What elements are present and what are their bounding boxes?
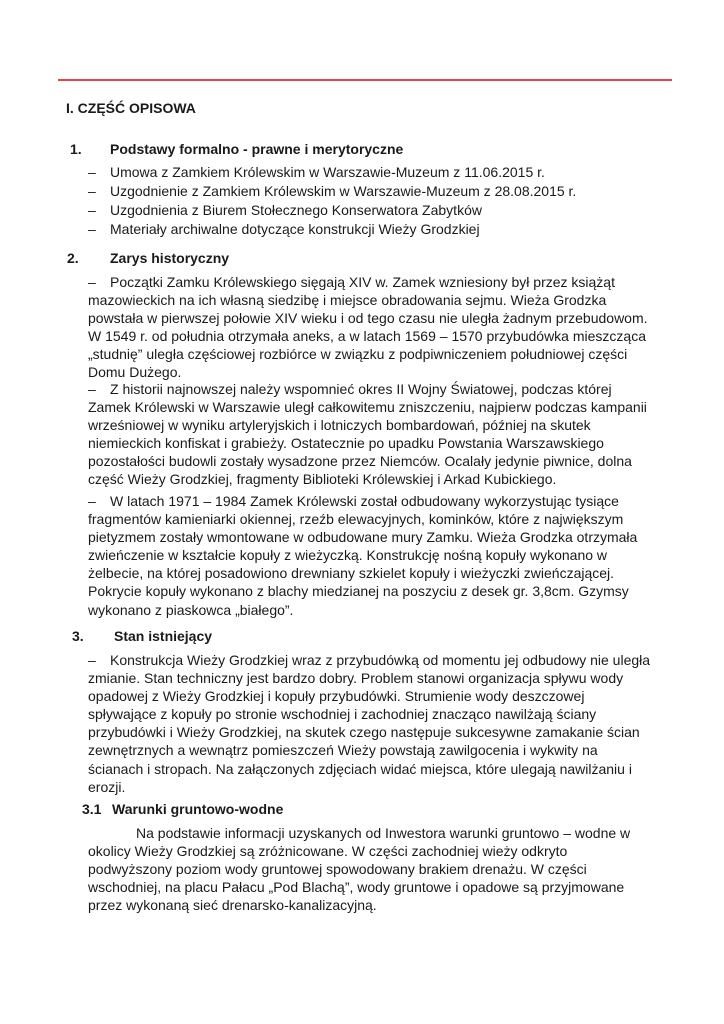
formal-basis-list [88,163,648,239]
page-heading: I. CZĘŚĆ OPISOWA [66,100,196,116]
history-paragraph-3: – W latach 1971 – 1984 Zamek Królewski został odbudowany wykorzystując tysiące fragmentów kamieniarki okiennej, rzeźb elewacyjnych, kominków, które z największym pietyzmem zostały wmontowane w odbudowane mury Zamku. Wieża Grodzka otrzymała zwieńczenie w kształcie kopuły z wieżyczką. Konstrukcję nośną kopuły wykonano w żelbecie, na której posadowiono drewniany szkielet kopuły i wieżyczki zwieńczającej. Pokrycie kopuły wykonano z blachy miedzianej na poszyciu z desek gr. 3,8cm. Gzymsy wykonano z piaskowca „białego”. [88,493,638,618]
section-title: Podstawy formalno - prawne i merytoryczne [110,141,404,157]
dash-bullet: – [88,493,96,509]
section-number: 1. [70,141,82,157]
section-3-1-heading [82,801,642,819]
section-number: 2. [67,250,79,266]
history-paragraph-2: – Z historii najnowszej należy wspomnieć okres II Wojny Światowej, podczas której Zamek Królewski w Warszawie uległ całkowitemu zniszczeniu, najpierw podczas kampanii wrześniowej w wyniku artyleryjskich i lotniczych bombardowań, później na skutek niemieckich konfiskat i grabieży. Ostatecznie po upadku Powstania Warszawskiego pozostałości budowli zostały wysadzone przez Niemców. Ocalały jedynie piwnice, dolna część Wieży Grodzkiej, fragmenty Biblioteki Królewskiej i Arkad Kubickiego. [88,381,647,488]
list-item: – Uzgodnienia z Biurem Stołecznego Konserwatora Zabytków [88,202,482,218]
dash-bullet: – [88,164,96,180]
header-rule [58,79,672,81]
dash-bullet: – [88,202,96,218]
section-number: 3. [72,628,84,644]
list-item: – Materiały archiwalne dotyczące konstrukcji Wieży Grodzkiej [88,221,480,237]
section-2-heading [67,250,627,268]
section-title: Stan istniejący [114,628,213,644]
dash-bullet: – [88,274,96,290]
list-item: – Uzgodnienie z Zamkiem Królewskim w Warszawie-Muzeum z 28.08.2015 r. [88,183,577,199]
section-3-heading [72,628,632,646]
dash-bullet: – [88,652,96,668]
section-number: 3.1 [82,801,102,817]
section-title: Zarys historyczny [110,250,230,266]
history-paragraph-1: – Początki Zamku Królewskiego sięgają XIV w. Zamek wzniesiony był przez książąt mazowieckich na ich własną siedzibę i miejsce obradowania sejmu. Wieża Grodzka powstała w pierwszej połowie XIV wieku i od tego czasu nie uległa żadnym przebudowom. W 1549 r. od południa otrzymała aneks, a w latach 1569 – 1570 przybudówka mieszcząca „studnię” uległa częściowej rozbiórce w związku z podpiwniczeniem południowej części Domu Dużego. [88,274,648,381]
section-1-heading [70,141,630,159]
section-title: Warunki gruntowo-wodne [112,801,284,817]
dash-bullet: – [88,183,96,199]
current-state-paragraph: – Konstrukcja Wieży Grodzkiej wraz z przybudówką od momentu jej odbudowy nie uległa zmianie. Stan techniczny jest bardzo dobry. Problem stanowi organizacja spływu wody opadowej z Wieży Grodzkiej i kopuły przybudówki. Strumienie wody deszczowej spływające z kopuły po stronie wschodniej i zachodniej znacząco nawilżają ściany przybudówki i Wieży Grodzkiej, na skutek czego następuje sukcesywne zamakanie ścian zewnętrznych a wewnątrz pomieszczeń Wieży powstają zawilgocenia i wykwity na ścianach i stropach. Na załączonych zdjęciach widać miejsca, które ulegają nawilżaniu i erozji. [88,652,651,795]
list-item: – Umowa z Zamkiem Królewskim w Warszawie-Muzeum z 11.06.2015 r. [88,164,545,180]
ground-water-paragraph: Na podstawie informacji uzyskanych od Inwestora warunki gruntowo – wodne w okolicy Wieży Grodzkiej są zróżnicowane. W części zachodniej wieży odkryto podwyższony poziom wody gruntowej spowodowany brakiem drenażu. W części wschodniej, na placu Pałacu „Pod Blachą”, wody gruntowe i opadowe są przyjmowane przez wykonaną sieć drenarsko-kanalizacyjną. [88,825,631,914]
dash-bullet: – [88,381,96,397]
dash-bullet: – [88,221,96,237]
